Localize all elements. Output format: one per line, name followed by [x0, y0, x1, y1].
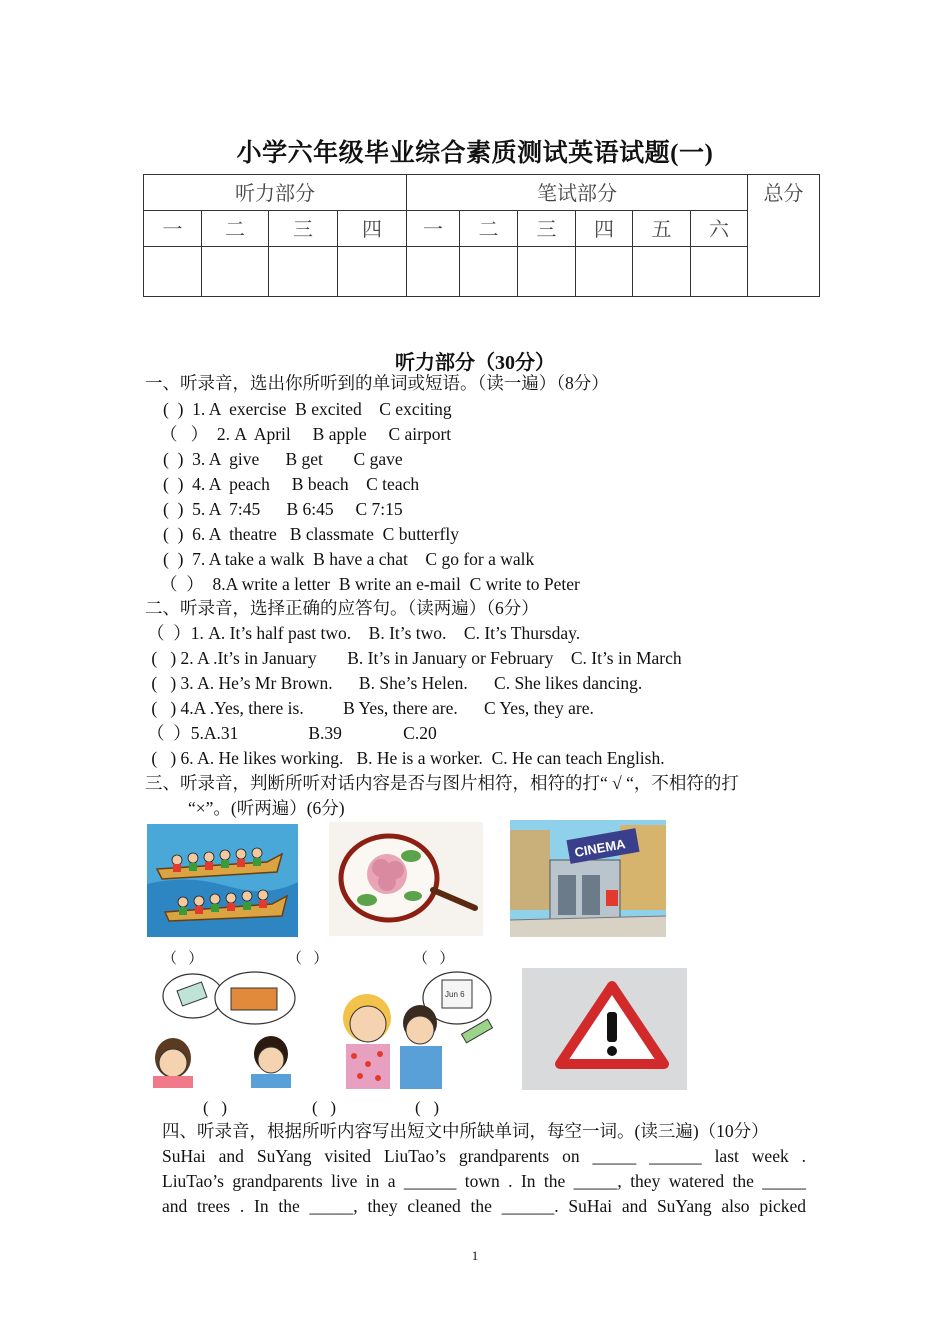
answer-parens-3[interactable]: （ ）	[413, 951, 455, 967]
part3-heading-cont: “×”。(听两遍）(6分)	[188, 798, 345, 818]
part1-item-1: ( ) 1. A exercise B excited C exciting	[163, 399, 452, 419]
score-cell[interactable]	[269, 247, 338, 297]
answer-parens-1[interactable]: （ ）	[162, 951, 204, 967]
kids-box-picture	[143, 968, 313, 1088]
listening-col: 三	[269, 211, 338, 247]
score-cell[interactable]	[576, 247, 633, 297]
answer-parens-5[interactable]: ( )	[312, 1098, 337, 1117]
part4-line-2: LiuTao’s grandparents live in a ______ town . In the _____, they watered the _____	[162, 1171, 806, 1191]
part2-item-3: ( ) 3. A. He’s Mr Brown. B. She’s Helen. C. She likes dancing.	[147, 673, 643, 693]
score-table	[143, 174, 820, 297]
part1-item-6: ( ) 6. A theatre B classmate C butterfly	[163, 524, 459, 544]
part1-heading: 一、听录音，选出你所听到的单词或短语。（读一遍）（8分）	[145, 373, 609, 393]
total-header: 总分	[748, 175, 820, 297]
written-col: 一	[407, 211, 460, 247]
score-cell[interactable]	[633, 247, 691, 297]
part2-item-6: ( ) 6. A. He likes working. B. He is a worker. C. He can teach English.	[147, 748, 665, 768]
score-cell[interactable]	[460, 247, 518, 297]
answer-parens-6[interactable]: ( )	[415, 1098, 440, 1117]
part1-item-5: ( ) 5. A 7:45 B 6:45 C 7:15	[163, 499, 403, 519]
listening-col: 二	[202, 211, 269, 247]
answer-parens-4[interactable]: ( )	[203, 1098, 228, 1117]
written-col: 四	[576, 211, 633, 247]
part2-item-5: （ ）5.A.31 B.39 C.20	[147, 723, 437, 743]
written-col: 五	[633, 211, 691, 247]
part4-line-1: SuHai and SuYang visited LiuTao’s grandparents on _____ ______ last week .	[162, 1146, 806, 1166]
part2-item-4: ( ) 4.A .Yes, there is. B Yes, there are. C Yes, they are.	[147, 698, 594, 718]
score-cell[interactable]	[338, 247, 407, 297]
listening-section-title: 听力部分（30分）	[395, 352, 555, 374]
part2-item-2: ( ) 2. A .It’s in January B. It’s in January or February C. It’s in March	[147, 648, 682, 668]
part3-heading: 三、听录音，判断所听对话内容是否与图片相符，相符的打“ √ “，不相符的打	[145, 773, 739, 793]
score-cell[interactable]	[691, 247, 748, 297]
written-col: 二	[460, 211, 518, 247]
score-cell[interactable]	[518, 247, 576, 297]
exam-title: 小学六年级毕业综合素质测试英语试题(一)	[236, 140, 714, 167]
answer-parens-2[interactable]: （ ）	[287, 951, 329, 967]
kids-calendar-picture	[332, 968, 499, 1089]
dragon-boat-picture	[147, 824, 298, 937]
part1-item-4: ( ) 4. A peach B beach C teach	[163, 474, 420, 494]
written-header: 笔试部分	[407, 175, 748, 211]
part1-item-2: （ ） 2. A April B apple C airport	[160, 424, 452, 444]
cinema-picture	[510, 820, 666, 937]
listening-col: 一	[144, 211, 202, 247]
part2-item-1: （ ）1. A. It’s half past two. B. It’s two. C. It’s Thursday.	[147, 623, 581, 643]
written-col: 三	[518, 211, 576, 247]
part1-item-8: （ ） 8.A write a letter B write an e-mail C write to Peter	[160, 574, 580, 594]
part2-heading: 二、听录音，选择正确的应答句。（读两遍）（6分）	[145, 598, 539, 618]
listening-col: 四	[338, 211, 407, 247]
flower-fan-picture	[329, 822, 483, 936]
warning-sign-picture	[522, 968, 687, 1090]
cinema-sign: CINEMA	[573, 836, 627, 860]
score-cell[interactable]	[407, 247, 460, 297]
listening-header: 听力部分	[144, 175, 407, 211]
part1-item-7: ( ) 7. A take a walk B have a chat C go for a walk	[163, 549, 535, 569]
page-number: 1	[471, 1248, 479, 1263]
part1-item-3: ( ) 3. A give B get C gave	[163, 449, 403, 469]
part4-line-3: and trees . In the _____, they cleaned the ______. SuHai and SuYang also picked	[162, 1196, 806, 1216]
score-cell[interactable]	[144, 247, 202, 297]
calendar-label: Jun 6	[445, 990, 465, 999]
part4-heading: 四、听录音，根据所听内容写出短文中所缺单词，每空一词。(读三遍)（10分）	[162, 1121, 769, 1141]
written-col: 六	[691, 211, 748, 247]
score-cell[interactable]	[202, 247, 269, 297]
